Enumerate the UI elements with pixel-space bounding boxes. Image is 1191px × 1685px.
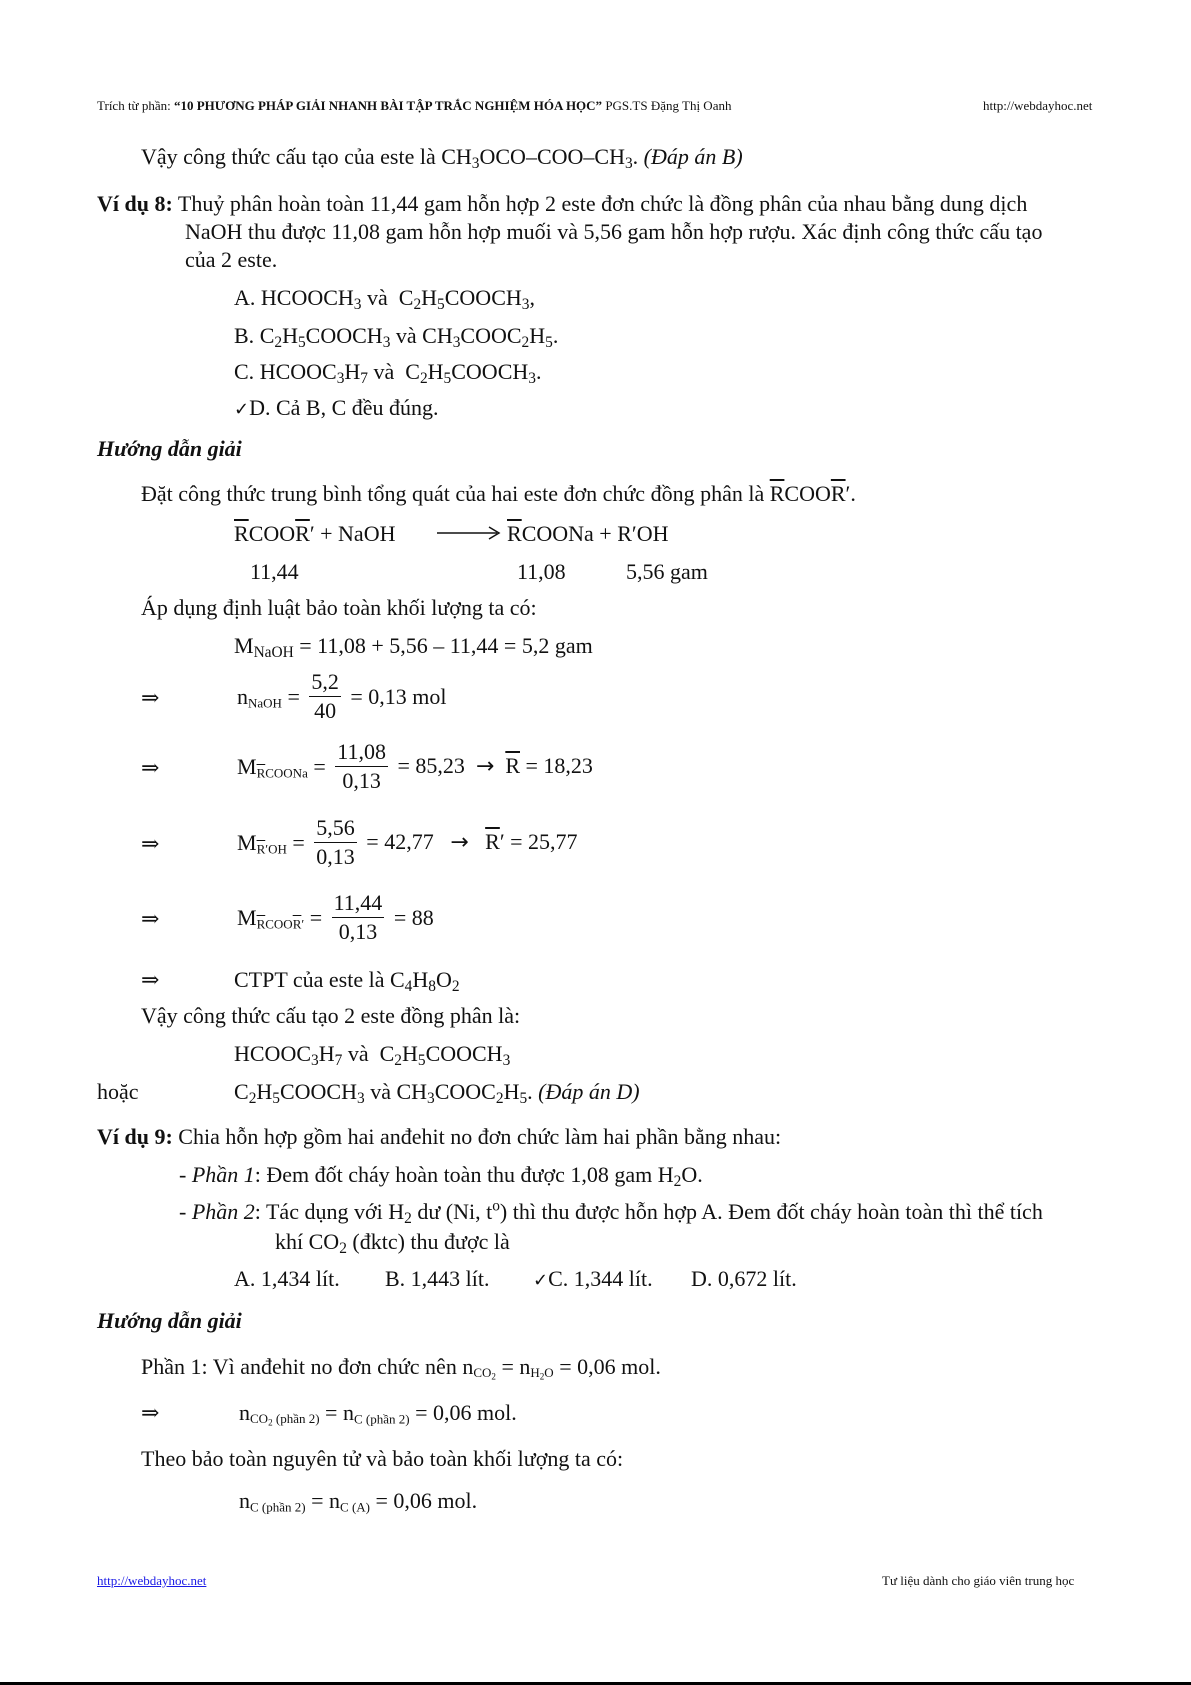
n-res: = 0,13 mol	[350, 683, 447, 709]
option-c[interactable]: C. $HCOOC_3H_7$ và $C_2H_5COOCH_3$.	[234, 359, 542, 387]
solution-9-line3: Theo bảo toàn nguyên tử và bảo toàn khối lượng ta có:	[141, 1446, 624, 1471]
part-2-text-c: ) thì thu được hỗn hợp A. Đem đốt cháy hoàn toàn thì thể tích	[499, 1199, 1043, 1224]
solution-8-heading: Hướng dẫn giải	[97, 436, 242, 461]
and-text: và	[395, 323, 417, 348]
option-d-text: D. Cả B, C đều đúng.	[249, 395, 439, 420]
solution-8-line3: Vậy công thức cấu tạo 2 este đồng phân là:	[141, 1003, 521, 1028]
m-alc-den: 0,13	[316, 844, 355, 869]
footer-link[interactable]: http://webdayhoc.net	[97, 1573, 207, 1588]
implies-5: ⇒	[141, 967, 160, 992]
ex9-option-b[interactable]: B. 1,443 lít.	[385, 1266, 490, 1291]
part-2-line2-a: khí CO	[275, 1229, 340, 1254]
example-8-line2: NaOH thu được 11,08 gam hỗn hợp muối và 5,56 gam hỗn hợp rượu. Xác định công thức cấu tạo	[185, 219, 1043, 244]
reaction-arrow	[435, 518, 505, 553]
implies-4: ⇒	[141, 906, 160, 931]
ctpt-line: CTPT của este là $C_4H_8O_2$	[234, 967, 460, 995]
solution-9-line1: Phần 1: Vì anđehit no đơn chức nên $n_{CO_2} = n_{H_2O} = 0,06$ mol.	[141, 1354, 661, 1382]
implies-3: ⇒	[141, 831, 160, 856]
part-1-text: : Đem đốt cháy hoàn toàn thu được 1,08 gam H	[254, 1162, 674, 1187]
example-9-label: Ví dụ 9:	[97, 1124, 173, 1149]
part-2-line2-b: (đktc) thu được là	[346, 1229, 510, 1254]
and-text: và	[367, 285, 388, 310]
solution-9-line4: $n_{C (phần 2)} = n_{C (A)} = 0,06$ mol.	[239, 1488, 478, 1515]
header-book-title: “10 PHƯƠNG PHÁP GIẢI NHANH BÀI TẬP TRẮC NGHIỆM HÓA HỌC”	[173, 98, 603, 113]
isomer-pair-1: $HCOOC_3H_7$ và $C_2H_5COOCH_3$	[234, 1041, 511, 1069]
isomer-pair-2: $C_2H_5COOCH_3$ và $CH_3COOC_2H_5$. (Đáp án D)	[234, 1079, 640, 1107]
example-9-line1: Chia hỗn hợp gồm hai anđehit no đơn chức làm hai phần bằng nhau:	[178, 1124, 782, 1149]
part-2-line2: khí $CO_2$ (đktc) thu được là	[275, 1229, 510, 1257]
m-salt-den: 0,13	[342, 768, 381, 793]
option-d[interactable]	[234, 394, 439, 424]
solution-9-line1-res: = 0,06 mol.	[559, 1354, 661, 1379]
ex9-option-a[interactable]: A. 1,434 lít.	[234, 1266, 340, 1291]
naoh-mass-eq: = 11,08 + 5,56 – 11,44 = 5,2 gam	[299, 633, 593, 658]
m-salt-num: 11,08	[335, 738, 388, 767]
example-9	[97, 1123, 781, 1151]
r-res: = 18,23	[525, 753, 593, 778]
or-label: hoặc	[97, 1079, 139, 1104]
footer-note: Tư liệu dành cho giáo viên trung học	[882, 1573, 1075, 1588]
naoh-mass: $M_{NaOH} = 11,08 + 5,56 - 11,44 = 5,2$ gam	[234, 633, 593, 661]
check-icon: ✓	[533, 1270, 549, 1291]
page-header	[97, 98, 731, 114]
part-2-text-a: : Tác dụng với H	[254, 1199, 405, 1224]
option-b[interactable]: B. $C_2H_5COOCH_3$ và $CH_3COOC_2H_5$.	[234, 323, 559, 351]
solution-9-line2: $n_{CO_2 (phần 2)} = n_{C (phần 2)} = 0,06$ mol.	[239, 1400, 517, 1428]
m-salt-eq: $M_{\overline{R}COONa}$ = $\frac{11,08}{0,13}$ = $85,23 \to \overline{R} = 18,23$	[237, 739, 593, 793]
solution-9-line1-text: Phần 1: Vì anđehit no đơn chức nên	[141, 1354, 457, 1379]
m-alc-num: 5,56	[314, 814, 357, 843]
m-est-res: = 88	[393, 904, 434, 930]
m-alc-res: = 42,77	[366, 829, 434, 854]
n-num: 5,2	[309, 668, 341, 697]
reaction-roh: + R′OH	[599, 521, 669, 546]
m-alcohol-eq: $M_{\overline{R}'OH}$ = $\frac{5,56}{0,13}$ = 42,77 → $\overline{R}' = 25,77$	[237, 815, 578, 869]
solution-8-line1-text: Đặt công thức trung bình tổng quát của hai este đơn chức đồng phân là	[141, 481, 765, 506]
reaction-products: $\overline{R}COONa + R'OH$	[507, 521, 669, 546]
ex9-option-c-text: C. 1,344 lít.	[548, 1266, 653, 1291]
reaction-naoh: + NaOH	[320, 521, 396, 546]
and-text: và	[370, 1079, 391, 1104]
solution-9-heading: Hướng dẫn giải	[97, 1308, 242, 1333]
part-2-label: Phần 2	[191, 1199, 255, 1224]
ctpt-text: CTPT của este là C	[234, 967, 405, 992]
intro-line: Vậy công thức cấu tạo của este là $CH_3OCO-COO-CH_3$. (Đáp án B)	[141, 144, 743, 172]
implies-6: ⇒	[141, 1400, 160, 1425]
header-url[interactable]: http://webdayhoc.net	[983, 98, 1093, 113]
solution-8-answer: (Đáp án D)	[538, 1079, 640, 1104]
intro-answer: (Đáp án B)	[643, 144, 743, 169]
solution-8-line1: Đặt công thức trung bình tổng quát của hai este đơn chức đồng phân là $\overline{R}COO\overline{R}'$.	[141, 481, 856, 506]
example-8	[97, 190, 1027, 218]
n-naoh-eq: $n_{NaOH}$ = $\frac{5,2}{40}$ = 0,13 mol	[237, 669, 447, 723]
m-ester-eq: $M_{\overline{R}COO\overline{R}'}$ = $\frac{11,44}{0,13}$ = 88	[237, 890, 434, 944]
check-icon: ✓	[234, 399, 250, 420]
mass-ester: 11,44	[250, 559, 299, 584]
intro-text: Vậy công thức cấu tạo của este là CH	[141, 144, 472, 169]
m-est-den: 0,13	[338, 919, 378, 944]
ex9-option-d[interactable]: D. 0,672 lít.	[691, 1266, 797, 1291]
option-a[interactable]: A. $HCOOCH_3$ và $C_2H_5COOCH_3$,	[234, 285, 535, 313]
reaction-equation: $\overline{R}COO\overline{R}'$ + NaOH	[234, 521, 396, 546]
part-1: - Phần 1: Đem đốt cháy hoàn toàn thu được 1,08 gam $H_2O$.	[179, 1162, 703, 1190]
header-author: PGS.TS Đặng Thị Oanh	[602, 98, 732, 113]
option-b-label: B.	[234, 323, 255, 348]
m-salt-res: = 85,23	[397, 753, 465, 778]
part-2: - Phần 2: Tác dụng với $H_2$ dư (Ni, $t^o$) thì thu được hỗn hợp A. Đem đốt cháy hoàn toàn thì thể tích	[179, 1197, 1043, 1227]
implies-2: ⇒	[141, 755, 160, 780]
example-8-label: Ví dụ 8:	[97, 191, 173, 216]
part-2-text-b: dư (Ni, t	[411, 1199, 493, 1224]
option-c-label: C.	[234, 359, 255, 384]
solution-8-line2: Áp dụng định luật bảo toàn khối lượng ta có:	[141, 595, 537, 620]
option-a-label: A.	[234, 285, 256, 310]
n-den: 40	[314, 698, 337, 723]
part-1-label: Phần 1	[191, 1162, 255, 1187]
header-prefix: Trích từ phần:	[97, 98, 174, 113]
and-text: và	[373, 359, 395, 384]
ex9-option-c[interactable]	[533, 1265, 653, 1295]
mass-alcohol: 5,56 gam	[626, 559, 708, 584]
example-8-line1: Thuỷ phân hoàn toàn 11,44 gam hỗn hợp 2 este đơn chức là đồng phân của nhau bằng dung dịch	[177, 191, 1028, 216]
and-text: và	[347, 1041, 369, 1066]
m-est-num: 11,44	[332, 889, 385, 918]
implies-1: ⇒	[141, 685, 160, 710]
mass-salt: 11,08	[517, 559, 566, 584]
r2-res: = 25,77	[510, 829, 578, 854]
solution-9-line4-res: = 0,06 mol.	[375, 1488, 478, 1513]
solution-9-line2-res: = 0,06 mol.	[415, 1400, 517, 1425]
example-8-line3: của 2 este.	[185, 247, 278, 272]
